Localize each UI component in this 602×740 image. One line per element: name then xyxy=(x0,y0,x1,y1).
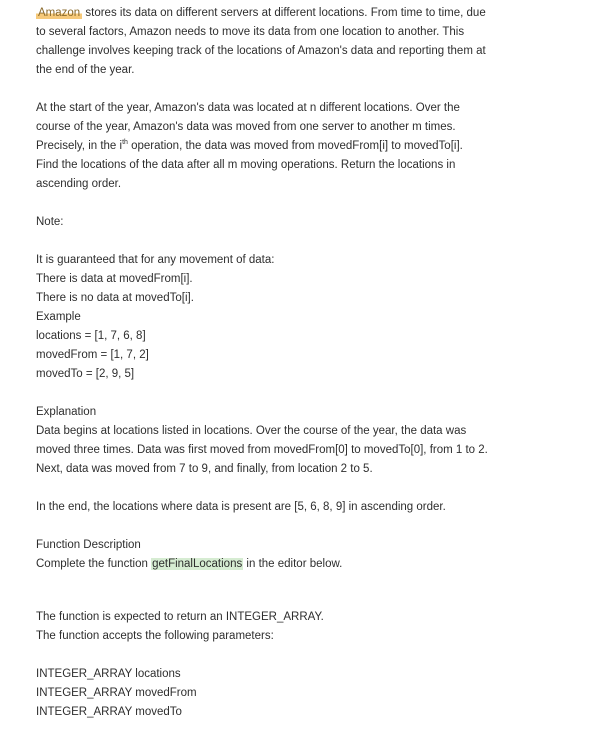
explanation-line-3: Next, data was moved from 7 to 9, and finally, from location 2 to 5. xyxy=(36,463,373,475)
example-locations: locations = [1, 7, 6, 8] xyxy=(36,330,146,342)
returns-line-2: The function accepts the following parameters: xyxy=(36,630,274,642)
parameter-moved-to: INTEGER_ARRAY movedTo xyxy=(36,706,182,718)
guarantee-line-2: There is data at movedFrom[i]. xyxy=(36,273,193,285)
function-description-line xyxy=(36,555,342,574)
function-description-heading: Function Description xyxy=(36,539,141,551)
explanation-line-1: Data begins at locations listed in locations. Over the course of the year, the data was xyxy=(36,425,467,437)
paragraph-2-line-3 xyxy=(36,137,463,156)
paragraph-1-line-1-text: stores its data on different servers at different locations. From time to time, due xyxy=(82,7,486,19)
paragraph-2-line-3-pre: Precisely, in the i xyxy=(36,140,123,152)
paragraph-2-line-3-post: operation, the data was moved from movedFrom[i] to movedTo[i]. xyxy=(127,140,463,152)
parameter-moved-from: INTEGER_ARRAY movedFrom xyxy=(36,687,197,699)
paragraph-1-line-3: challenge involves keeping track of the locations of Amazon's data and reporting them at xyxy=(36,45,486,57)
highlighted-word-amazon: Amazon xyxy=(38,7,81,19)
function-description-pre: Complete the function xyxy=(36,558,152,570)
paragraph-1-line-4: the end of the year. xyxy=(36,64,135,76)
result-line: In the end, the locations where data is present are [5, 6, 8, 9] in ascending order. xyxy=(36,501,446,513)
highlighted-function-name: getFinalLocations xyxy=(152,558,243,570)
guarantee-line-3: There is no data at movedTo[i]. xyxy=(36,292,194,304)
paragraph-2-line-1: At the start of the year, Amazon's data was located at n different locations. Over the xyxy=(36,102,460,114)
paragraph-2-line-4: Find the locations of the data after all m moving operations. Return the locations in xyxy=(36,159,456,171)
example-moved-from: movedFrom = [1, 7, 2] xyxy=(36,349,149,361)
explanation-heading: Explanation xyxy=(36,406,97,418)
example-heading: Example xyxy=(36,311,81,323)
note-label: Note: xyxy=(36,216,64,228)
paragraph-1-line-1 xyxy=(36,4,486,23)
explanation-line-2: moved three times. Data was first moved from movedFrom[0] to movedTo[0], from 1 to 2. xyxy=(36,444,488,456)
paragraph-2-line-2: course of the year, Amazon's data was moved from one server to another m times. xyxy=(36,121,456,133)
returns-line-1: The function is expected to return an INTEGER_ARRAY. xyxy=(36,611,324,623)
parameter-locations: INTEGER_ARRAY locations xyxy=(36,668,181,680)
guarantee-line-1: It is guaranteed that for any movement of data: xyxy=(36,254,275,266)
paragraph-2-line-5: ascending order. xyxy=(36,178,122,190)
superscript-th: th xyxy=(122,139,128,147)
example-moved-to: movedTo = [2, 9, 5] xyxy=(36,368,135,380)
paragraph-1-line-2: to several factors, Amazon needs to move its data from one location to another. This xyxy=(36,26,465,38)
function-description-post: in the editor below. xyxy=(243,558,343,570)
